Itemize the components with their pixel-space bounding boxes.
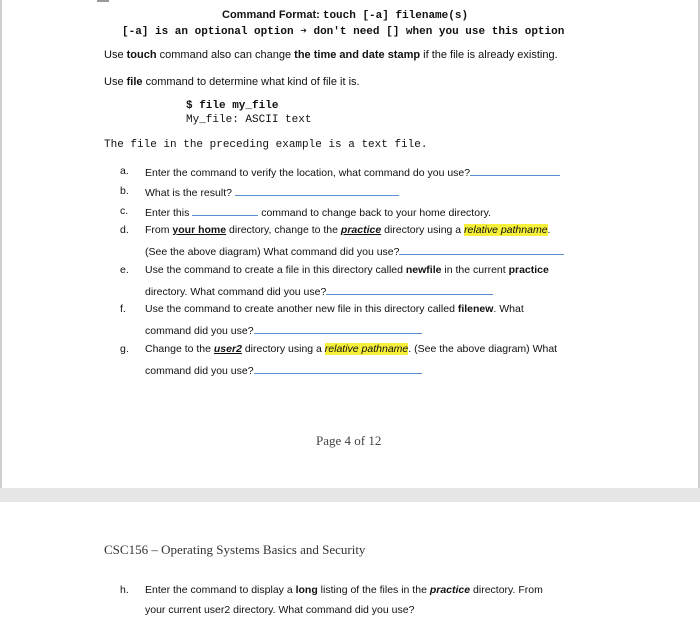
question-f-letter: f. [120, 303, 126, 315]
question-d-p1: From [145, 224, 173, 236]
question-h-p3: directory. From [470, 584, 543, 596]
question-g-line2-text: command did you use? [145, 365, 254, 377]
question-g-p1: Change to the [145, 343, 214, 355]
page-5 [0, 502, 700, 632]
practice-bold: practice [508, 264, 549, 276]
long-term: long [295, 584, 318, 596]
file-note [104, 76, 360, 88]
touch-note-pre: Use [104, 49, 127, 61]
question-d-p2: directory, change to the [226, 224, 341, 236]
question-e-p2: in the current [441, 264, 509, 276]
your-home-term: your home [172, 224, 227, 236]
answer-blank-c[interactable] [192, 205, 258, 216]
practice-term-h: practice [429, 584, 471, 596]
user2-term: user2 [213, 343, 242, 355]
command-format-line [222, 9, 468, 22]
answer-blank-b[interactable] [235, 185, 399, 196]
file-note-pre: Use [104, 76, 127, 88]
question-h-p2: listing of the files in the [317, 584, 430, 596]
example-line-1 [186, 100, 278, 112]
relative-pathname-highlight: relative pathname [464, 224, 548, 236]
time-date-stamp: the time and date stamp [294, 49, 421, 61]
command-format-syntax: touch [-a] filename(s) [322, 10, 469, 22]
question-h-line-1 [145, 584, 543, 596]
touch-note-mid: command also can change [156, 49, 295, 61]
option-note-left: [-a] is an optional option [122, 26, 294, 38]
answer-blank-e[interactable] [326, 284, 493, 295]
touch-command: touch [126, 49, 157, 61]
question-b [145, 185, 399, 199]
question-e-letter: e. [120, 264, 129, 276]
example-command: $ file my_file [186, 100, 279, 112]
command-format-label: Command Format: [222, 9, 320, 21]
question-e-line-2 [145, 284, 493, 298]
question-b-letter: b. [120, 185, 129, 197]
practice-term: practice [340, 224, 382, 236]
question-f-p1: Use the command to create another new file in this directory called [145, 303, 458, 315]
question-d-letter: d. [120, 224, 129, 236]
touch-note-post: if the file is already existing. [420, 49, 558, 61]
question-c-post: command to change back to your home directory. [258, 207, 491, 219]
page-edge-left [0, 0, 2, 488]
question-b-text: What is the result? [145, 187, 232, 199]
question-e-line2-text: directory. What command did you use? [145, 286, 327, 298]
answer-blank-d[interactable] [399, 244, 564, 255]
question-f-line-1 [145, 303, 524, 315]
question-e-line-1 [145, 264, 549, 276]
question-d-p3: directory using a [381, 224, 465, 236]
question-h-p1: Enter the command to display a [145, 584, 296, 596]
answer-blank-a[interactable] [470, 165, 560, 176]
filenew-term: filenew [457, 303, 494, 315]
question-d-p4: . [547, 224, 551, 236]
question-c [145, 205, 491, 219]
question-h-line-2: your current user2 directory. What command did you use? [145, 604, 415, 616]
question-a-text: Enter the command to verify the location, what command do you use? [145, 167, 471, 179]
touch-note [104, 49, 558, 61]
answer-blank-f[interactable] [254, 323, 422, 334]
question-a [145, 165, 560, 179]
question-f-p2: . What [493, 303, 524, 315]
question-a-letter: a. [120, 165, 129, 177]
question-g-p3: . (See the above diagram) What [408, 343, 558, 355]
question-f-line2-text: command did you use? [145, 325, 254, 337]
question-d-line-1 [145, 224, 550, 236]
answer-blank-g[interactable] [254, 363, 422, 374]
question-c-letter: c. [120, 205, 129, 217]
question-d-line2-text: (See the above diagram) What command did you use? [145, 246, 400, 258]
question-h-letter: h. [120, 584, 129, 596]
question-c-pre: Enter this [145, 207, 193, 219]
file-command: file [126, 76, 143, 88]
page-corner-mark [97, 0, 109, 2]
question-e-p1: Use the command to create a file in this directory called [145, 264, 406, 276]
question-g-line-1 [145, 343, 557, 355]
newfile-term: newfile [405, 264, 442, 276]
option-note-right: don't need [] when you use this option [313, 26, 565, 38]
relative-pathname-highlight-g: relative pathname [324, 343, 409, 355]
question-g-line-2 [145, 363, 422, 377]
question-f-line-2 [145, 323, 422, 337]
file-note-post: command to determine what kind of file it is. [142, 76, 360, 88]
page-number: Page 4 of 12 [316, 433, 382, 448]
course-header: CSC156 – Operating Systems Basics and Security [104, 542, 366, 557]
example-line-2: My_file: ASCII text [186, 114, 312, 126]
page-separator [0, 488, 700, 502]
question-g-p2: directory using a [241, 343, 325, 355]
question-g-letter: g. [120, 343, 129, 355]
example-caption: The file in the preceding example is a text file. [104, 139, 428, 151]
question-d-line-2 [145, 244, 564, 258]
arrow-icon: ➔ [300, 26, 307, 38]
option-note [122, 24, 564, 38]
